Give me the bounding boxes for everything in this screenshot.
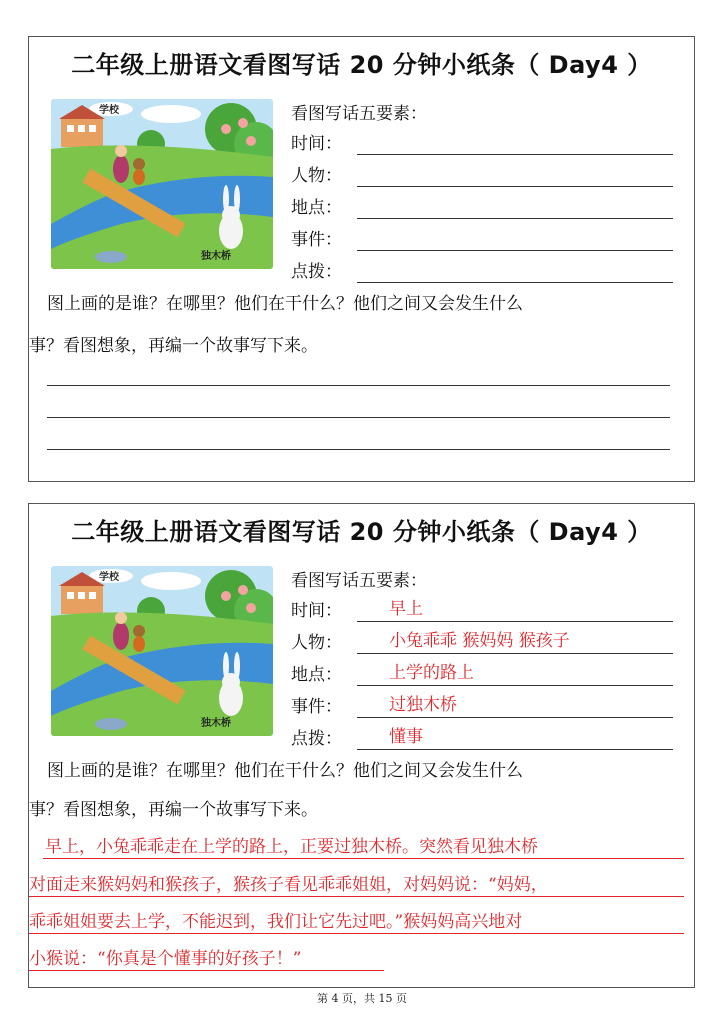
field-hint[interactable] (291, 257, 681, 289)
field-event[interactable] (291, 692, 681, 724)
field-label: 时间： (291, 134, 342, 154)
field-value: 小兔乖乖 猴妈妈 猴孩子 (389, 631, 570, 651)
field-value: 早上 (389, 599, 423, 619)
field-time[interactable] (291, 596, 681, 628)
scene-illustration (51, 566, 273, 736)
answer-underline (357, 653, 673, 654)
field-hint[interactable] (291, 724, 681, 756)
answer-underline (357, 282, 673, 283)
story-underline (29, 896, 684, 897)
field-label: 人物： (291, 633, 342, 653)
answer-underline (357, 749, 673, 750)
story-text: 早上，小兔乖乖走在上学的路上，正要过独木桥。突然看见独木桥 (45, 837, 538, 857)
story-underline (29, 970, 384, 971)
sign-school: 学校 (99, 572, 119, 583)
story-text: 小猴说：“你真是个懂事的好孩子！” (29, 949, 302, 969)
prompt-line-1: 图上画的是谁？在哪里？他们在干什么？他们之间又会发生什么 (47, 294, 523, 314)
writing-line[interactable] (47, 417, 670, 418)
field-label: 地点： (291, 198, 342, 218)
five-elements-heading: 看图写话五要素： (291, 571, 427, 591)
writing-line[interactable] (47, 385, 670, 386)
sign-bridge: 独木桥 (201, 718, 231, 729)
answer-underline (357, 218, 673, 219)
prompt-line-1: 图上画的是谁？在哪里？他们在干什么？他们之间又会发生什么 (47, 761, 523, 781)
scene-illustration (51, 99, 273, 269)
field-label: 人物： (291, 166, 342, 186)
field-time[interactable] (291, 129, 681, 161)
field-label: 点拨： (291, 262, 342, 282)
page-footer: 第 4 页，共 15 页 (317, 992, 407, 1005)
field-place[interactable] (291, 660, 681, 692)
field-value: 过独木桥 (389, 695, 457, 715)
story-underline (43, 858, 684, 859)
answer-underline (357, 154, 673, 155)
field-characters[interactable] (291, 628, 681, 660)
answer-underline (357, 717, 673, 718)
field-label: 事件： (291, 697, 342, 717)
field-label: 点拨： (291, 729, 342, 749)
sign-bridge: 独木桥 (201, 251, 231, 262)
field-place[interactable] (291, 193, 681, 225)
five-elements (291, 566, 681, 756)
story-text: 对面走来猴妈妈和猴孩子，猴孩子看见乖乖姐姐，对妈妈说：“妈妈， (29, 875, 548, 895)
story-underline (29, 933, 684, 934)
five-elements (291, 99, 681, 289)
field-label: 事件： (291, 230, 342, 250)
field-label: 地点： (291, 665, 342, 685)
sign-school: 学校 (99, 105, 119, 116)
prompt-line-2: 事？看图想象，再编一个故事写下来。 (29, 800, 318, 820)
answer-underline (357, 621, 673, 622)
answer-underline (357, 685, 673, 686)
five-elements-heading: 看图写话五要素： (291, 104, 427, 124)
scene-illustration-svg (51, 566, 273, 736)
field-value: 懂事 (389, 727, 423, 747)
prompt-line-2: 事？看图想象，再编一个故事写下来。 (29, 336, 318, 356)
worksheet-card-answered (28, 503, 695, 988)
card-title: 二年级上册语文看图写话 20 分钟小纸条（ Day4 ） (71, 51, 652, 79)
story-text: 乖乖姐姐要去上学，不能迟到，我们让它先过吧。”猴妈妈高兴地对 (29, 912, 523, 932)
answer-underline (357, 250, 673, 251)
field-characters[interactable] (291, 161, 681, 193)
field-label: 时间： (291, 601, 342, 621)
answer-underline (357, 186, 673, 187)
writing-line[interactable] (47, 449, 670, 450)
field-value: 上学的路上 (389, 663, 474, 683)
worksheet-card-blank (28, 36, 695, 482)
scene-illustration-svg (51, 99, 273, 269)
field-event[interactable] (291, 225, 681, 257)
card-title: 二年级上册语文看图写话 20 分钟小纸条（ Day4 ） (71, 518, 652, 546)
